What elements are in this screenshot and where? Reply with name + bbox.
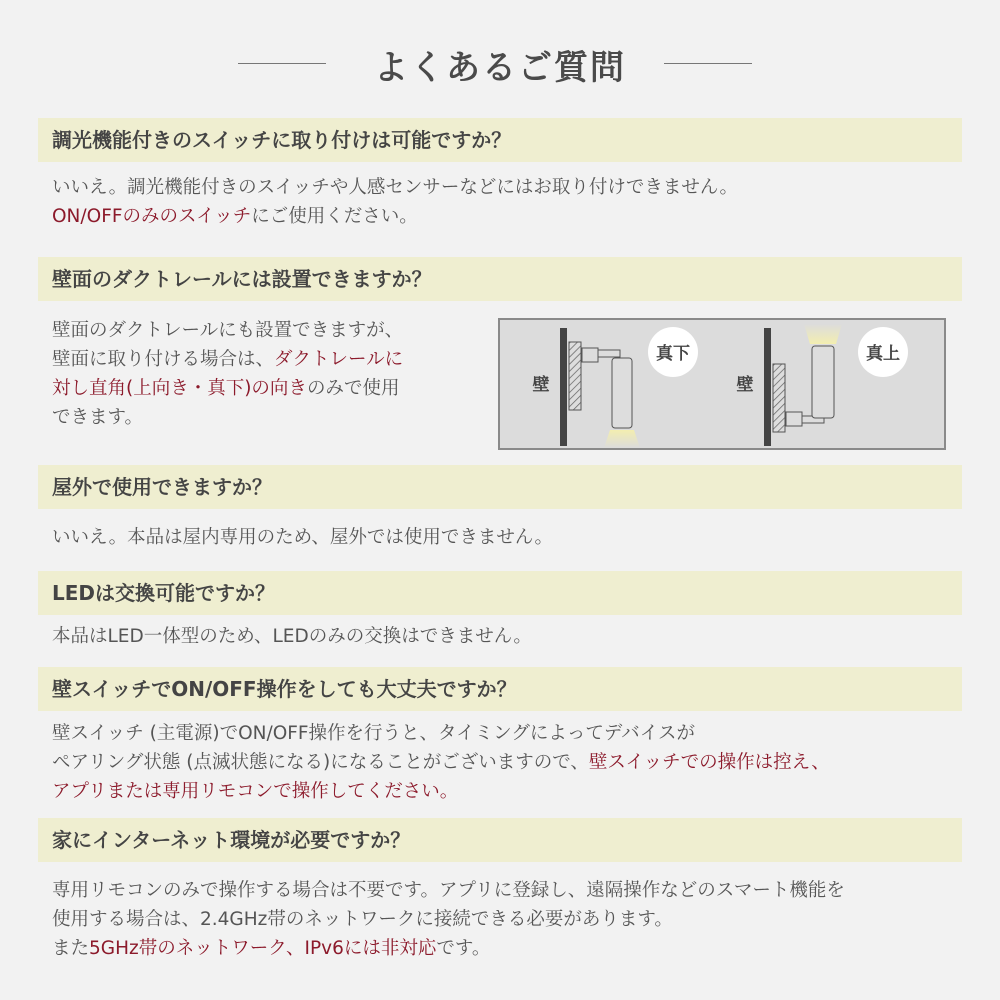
answer-line — [52, 876, 845, 905]
answer-text: いいえ。調光機能付きのスイッチや人感センサーなどにはお取り付けできません。 — [52, 177, 738, 198]
answer-text: 使用する場合は、2.4GHz帯のネットワークに接続できる必要があります。 — [52, 909, 673, 930]
answer-line — [52, 202, 738, 231]
faq-question: 屋外で使用できますか？ — [38, 465, 962, 509]
answer-line — [52, 748, 830, 777]
answer-text: 壁面に取り付ける場合は、 — [52, 349, 275, 370]
mounting-diagram — [498, 318, 946, 450]
faq-answer — [52, 173, 738, 231]
faq-answer — [52, 876, 845, 963]
answer-line — [52, 374, 403, 403]
faq-question: 家にインターネット環境が必要ですか？ — [38, 818, 962, 862]
answer-line — [52, 934, 845, 963]
wall-label: 壁 — [736, 375, 754, 395]
faq-answer — [52, 523, 553, 552]
down-label: 真下 — [656, 344, 690, 364]
faq-question: LEDは交換可能ですか？ — [38, 571, 962, 615]
answer-text: です。 — [436, 938, 491, 959]
answer-text: 本品はLED一体型のため、LEDのみの交換はできません。 — [52, 626, 532, 647]
answer-text: いいえ。本品は屋内専用のため、屋外では使用できません。 — [52, 527, 553, 548]
faq-answer — [52, 316, 403, 432]
faq-question: 調光機能付きのスイッチに取り付けは可能ですか？ — [38, 118, 962, 162]
answer-text: のみで使用 — [306, 378, 400, 399]
faq-question: 壁スイッチでON/OFF操作をしても大丈夫ですか？ — [38, 667, 962, 711]
answer-line — [52, 173, 738, 202]
answer-line — [52, 316, 403, 345]
answer-text: できます。 — [52, 407, 144, 428]
faq-question: 壁面のダクトレールには設置できますか？ — [38, 257, 962, 301]
highlighted-text: 壁スイッチでの操作は控え、 — [588, 752, 830, 773]
wall-label: 壁 — [532, 375, 550, 395]
answer-text: 壁面のダクトレールにも設置できますが、 — [52, 320, 404, 341]
answer-line — [52, 403, 403, 432]
answer-line — [52, 622, 532, 651]
highlighted-text: アプリまたは専用リモコンで操作してください。 — [52, 781, 459, 802]
answer-line — [52, 345, 403, 374]
highlighted-text: ダクトレールに — [274, 349, 404, 370]
highlighted-text: 対し直角(上向き・真下)の向き — [52, 378, 307, 399]
answer-text: 専用リモコンのみで操作する場合は不要です。アプリに登録し、遠隔操作などのスマート機能を — [52, 880, 845, 901]
answer-text: ペアリング状態 (点滅状態になる)になることがございますので、 — [52, 752, 589, 773]
title-line-right — [664, 63, 752, 64]
faq-answer — [52, 622, 532, 651]
faq-answer — [52, 719, 830, 806]
answer-line — [52, 777, 830, 806]
answer-line — [52, 523, 553, 552]
answer-line — [52, 719, 830, 748]
answer-line — [52, 905, 845, 934]
answer-text: にご使用ください。 — [251, 206, 418, 227]
highlighted-text: ON/OFFのみのスイッチ — [52, 206, 252, 227]
answer-text: また — [52, 938, 90, 959]
up-label: 真上 — [866, 344, 900, 364]
answer-text: 壁スイッチ (主電源)でON/OFF操作を行うと、タイミングによってデバイスが — [52, 723, 696, 744]
page-title: よくあるご質問 — [374, 48, 626, 88]
highlighted-text: 5GHz帯のネットワーク、IPv6には非対応 — [89, 938, 437, 959]
